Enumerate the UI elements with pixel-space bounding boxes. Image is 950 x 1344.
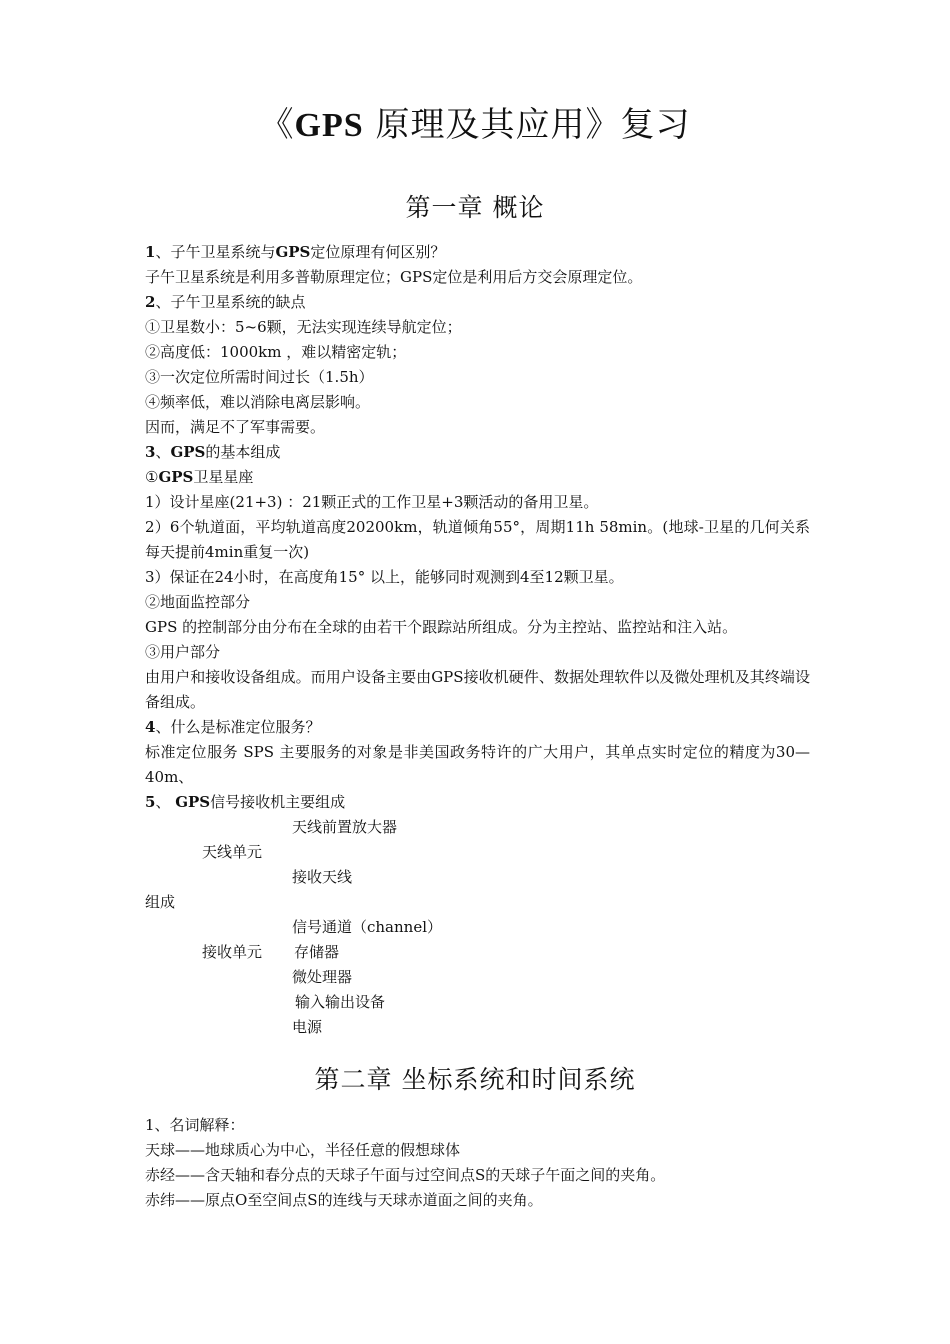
q3-section-2: ②地面监控部分 (145, 593, 251, 611)
ch2-question-1: 1、名词解释： (145, 1116, 245, 1134)
receiver-part: 信号通道（channel） (292, 918, 443, 936)
question-3: 3、GPS的基本组成 (145, 443, 281, 461)
question-4: 4、什么是标准定位服务？ (145, 718, 321, 736)
definition: 赤经——含天轴和春分点的天球子午面与过空间点S的天球子午面之间的夹角。 (145, 1166, 666, 1184)
question-1: 1、子午卫星系统与GPS定位原理有何区别？ (145, 243, 446, 261)
q3-s1-item: 1）设计星座(21+3) ：21颗正式的工作卫星+3颗活动的备用卫星。 (145, 493, 599, 511)
receiver-part: 输入输出设备 (295, 993, 386, 1011)
definition: 赤纬——原点O至空间点S的连线与天球赤道面之间的夹角。 (145, 1191, 543, 1209)
answer-1: 子午卫星系统是利用多普勒原理定位；GPS定位是利用后方交会原理定位。 (145, 268, 643, 286)
q2-item: ③一次定位所需时间过长（1.5h） (145, 368, 374, 386)
title-prefix: 《 (259, 105, 295, 145)
q3-s1-item: 3）保证在24小时，在高度角15° 以上，能够同时观测到4至12颗卫星。 (145, 568, 624, 586)
q3-section-3: ③用户部分 (145, 643, 221, 661)
document-title (0, 100, 950, 151)
definition: 天球——地球质心为中心，半径任意的假想球体 (145, 1141, 461, 1159)
q2-conclusion: 因而，满足不了军事需要。 (145, 418, 326, 436)
question-5: 5、 GPS信号接收机主要组成 (145, 793, 346, 811)
antenna-unit: 天线单元 (202, 843, 263, 861)
q2-item: ①卫星数小：5~6颗，无法实现连续导航定位； (145, 318, 462, 336)
tree-root: 组成 (145, 893, 176, 911)
q2-item: ②高度低：1000km ，难以精密定轨； (145, 343, 407, 361)
antenna-part: 接收天线 (292, 868, 353, 886)
receiver-part: 存储器 (294, 943, 340, 961)
receiver-unit: 接收单元 (202, 943, 263, 961)
antenna-part: 天线前置放大器 (292, 818, 398, 836)
q3-s1-item: 2）6个轨道面，平均轨道高度20200km，轨道倾角55°，周期11h 58min。(地球-卫星的几何关系每天提前4min重复一次) (145, 518, 810, 561)
q3-s2-text: GPS 的控制部分由分布在全球的由若干个跟踪站所组成。分为主控站、监控站和注入站。 (145, 618, 738, 636)
answer-4: 标准定位服务 SPS 主要服务的对象是非美国政务特许的广大用户，其单点实时定位的精度为30—40m、 (145, 743, 810, 786)
q3-s3-text: 由用户和接收设备组成。而用户设备主要由GPS接收机硬件、数据处理软件以及微处理机及其终端设备组成。 (145, 668, 810, 711)
receiver-part: 微处理器 (292, 968, 353, 986)
q2-item: ④频率低，难以消除电离层影响。 (145, 393, 371, 411)
receiver-part: 电源 (292, 1018, 323, 1036)
title-suffix: 原理及其应用》复习 (363, 105, 691, 145)
question-2: 2、子午卫星系统的缺点 (145, 293, 306, 311)
title-gps: GPS (294, 107, 364, 144)
chapter-2-heading: 第二章 坐标系统和时间系统 (314, 1065, 636, 1094)
chapter-1-heading: 第一章 概论 (405, 193, 545, 222)
q3-section-1: ①GPS卫星星座 (145, 468, 254, 486)
